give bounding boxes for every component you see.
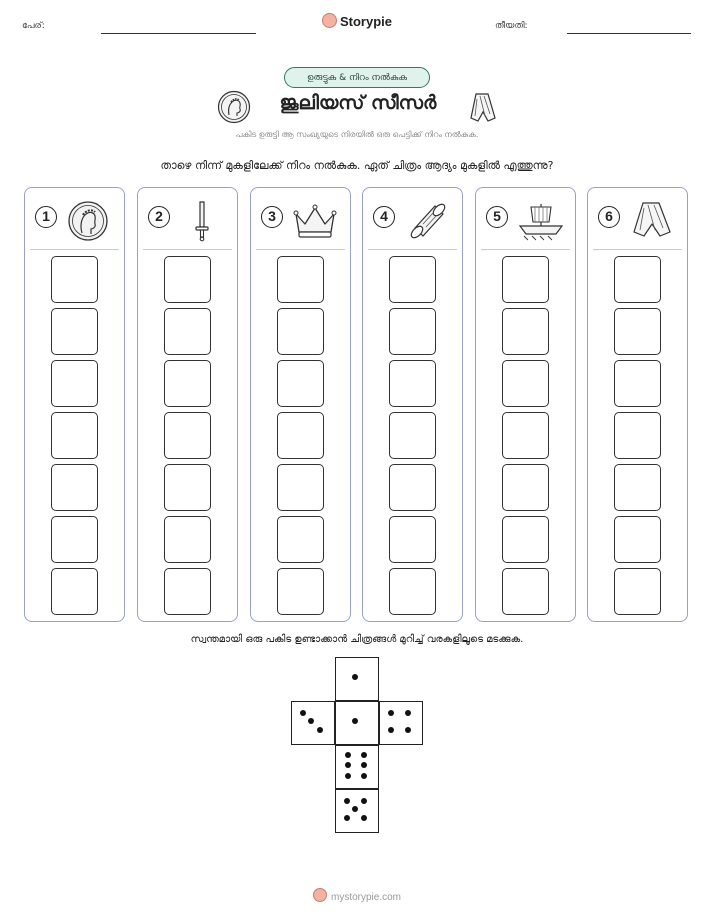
die-face: [335, 701, 379, 745]
column-divider: [256, 249, 345, 250]
color-box[interactable]: [277, 360, 324, 407]
column-5: [475, 187, 576, 622]
color-box[interactable]: [389, 412, 436, 459]
activity-tag: ഉരുട്ടുക & നിറം നൽകുക: [284, 67, 430, 88]
die-pip: [345, 752, 351, 758]
laurel-coin-icon: [217, 90, 251, 124]
color-box[interactable]: [164, 360, 211, 407]
color-box[interactable]: [389, 360, 436, 407]
column-number: 6: [598, 206, 620, 228]
color-box[interactable]: [164, 464, 211, 511]
die-pip: [361, 815, 367, 821]
color-box[interactable]: [502, 360, 549, 407]
column-3: [250, 187, 351, 622]
color-box[interactable]: [614, 256, 661, 303]
die-pip: [361, 762, 367, 768]
fold-instruction: സ്വന്തമായി ഒരു പകിട ഉണ്ടാക്കാൻ ചിത്രങ്ങൾ മുറിച്ച് വരകളിലൂടെ മടക്കുക.: [190, 634, 524, 645]
toga-icon: [628, 198, 678, 242]
instruction-text: താഴെ നിന്ന് മുകളിലേക്ക് നിറം നൽകുക. ഏത് ചിത്രം ആദ്യം മുകളിൽ എത്തുന്നു?: [160, 159, 554, 172]
page-title: ജൂലിയസ് സീസർ: [279, 92, 437, 114]
color-box[interactable]: [614, 464, 661, 511]
column-4: [362, 187, 463, 622]
scroll-icon: [403, 198, 453, 242]
date-field[interactable]: [567, 33, 691, 34]
die-pip: [345, 762, 351, 768]
color-box[interactable]: [502, 308, 549, 355]
die-face: [335, 789, 379, 833]
column-divider: [30, 249, 119, 250]
color-box[interactable]: [389, 516, 436, 563]
die-pip: [405, 727, 411, 733]
color-box[interactable]: [277, 516, 324, 563]
die-pip: [352, 674, 358, 680]
color-box[interactable]: [277, 464, 324, 511]
color-box[interactable]: [614, 516, 661, 563]
die-face: [291, 701, 335, 745]
die-pip: [300, 710, 306, 716]
die-pip: [361, 798, 367, 804]
column-number: 3: [261, 206, 283, 228]
die-face: [335, 745, 379, 789]
column-1: [24, 187, 125, 622]
die-pip: [317, 727, 323, 733]
color-box[interactable]: [164, 568, 211, 615]
brand-name: Storypie: [339, 14, 392, 29]
color-box[interactable]: [277, 308, 324, 355]
die-pip: [388, 727, 394, 733]
die-pip: [361, 752, 367, 758]
color-box[interactable]: [164, 516, 211, 563]
die-face: [379, 701, 423, 745]
color-box[interactable]: [614, 568, 661, 615]
color-box[interactable]: [389, 464, 436, 511]
color-box[interactable]: [502, 256, 549, 303]
color-box[interactable]: [502, 412, 549, 459]
die-pip: [405, 710, 411, 716]
column-divider: [368, 249, 457, 250]
color-box[interactable]: [51, 464, 98, 511]
laurel-coin-icon: [65, 198, 115, 242]
color-box[interactable]: [502, 464, 549, 511]
die-pip: [345, 773, 351, 779]
die-pip: [361, 773, 367, 779]
color-box[interactable]: [277, 568, 324, 615]
name-field[interactable]: [101, 33, 256, 34]
color-box[interactable]: [389, 256, 436, 303]
column-number: 1: [35, 206, 57, 228]
color-box[interactable]: [164, 256, 211, 303]
color-box[interactable]: [164, 412, 211, 459]
color-box[interactable]: [51, 516, 98, 563]
color-box[interactable]: [502, 516, 549, 563]
color-box[interactable]: [51, 308, 98, 355]
column-divider: [481, 249, 570, 250]
sword-icon: [178, 198, 228, 242]
color-box[interactable]: [277, 256, 324, 303]
footer: [0, 888, 714, 903]
color-box[interactable]: [51, 360, 98, 407]
die-pip: [352, 806, 358, 812]
color-box[interactable]: [614, 308, 661, 355]
die-pip: [344, 815, 350, 821]
color-box[interactable]: [51, 412, 98, 459]
die-pip: [352, 718, 358, 724]
color-box[interactable]: [614, 360, 661, 407]
die-face: [335, 657, 379, 701]
page-subtitle: പകിട ഉരുട്ടി ആ സംഖ്യയുടെ നിരയിൽ ഒരു പെട്ടിക്ക് നിറം നൽകുക.: [235, 130, 479, 139]
color-box[interactable]: [277, 412, 324, 459]
footer-url[interactable]: mystorypie.com: [330, 892, 401, 903]
brand-logo: [0, 13, 714, 29]
toga-icon: [466, 90, 500, 124]
color-box[interactable]: [164, 308, 211, 355]
column-2: [137, 187, 238, 622]
column-number: 2: [148, 206, 170, 228]
column-number: 4: [373, 206, 395, 228]
roman-ship-icon: [516, 198, 566, 242]
date-label: തീയതി:: [495, 21, 528, 31]
column-number: 5: [486, 206, 508, 228]
die-pip: [344, 798, 350, 804]
color-box[interactable]: [389, 568, 436, 615]
color-box[interactable]: [51, 256, 98, 303]
bear-icon: [322, 13, 337, 28]
color-box[interactable]: [614, 412, 661, 459]
column-divider: [143, 249, 232, 250]
column-6: [587, 187, 688, 622]
name-label: പേര്:: [22, 21, 45, 31]
die-pip: [388, 710, 394, 716]
color-box[interactable]: [51, 568, 98, 615]
color-box[interactable]: [502, 568, 549, 615]
bear-icon: [313, 888, 327, 902]
crown-icon: [291, 198, 341, 242]
column-divider: [593, 249, 682, 250]
die-pip: [308, 718, 314, 724]
color-box[interactable]: [389, 308, 436, 355]
